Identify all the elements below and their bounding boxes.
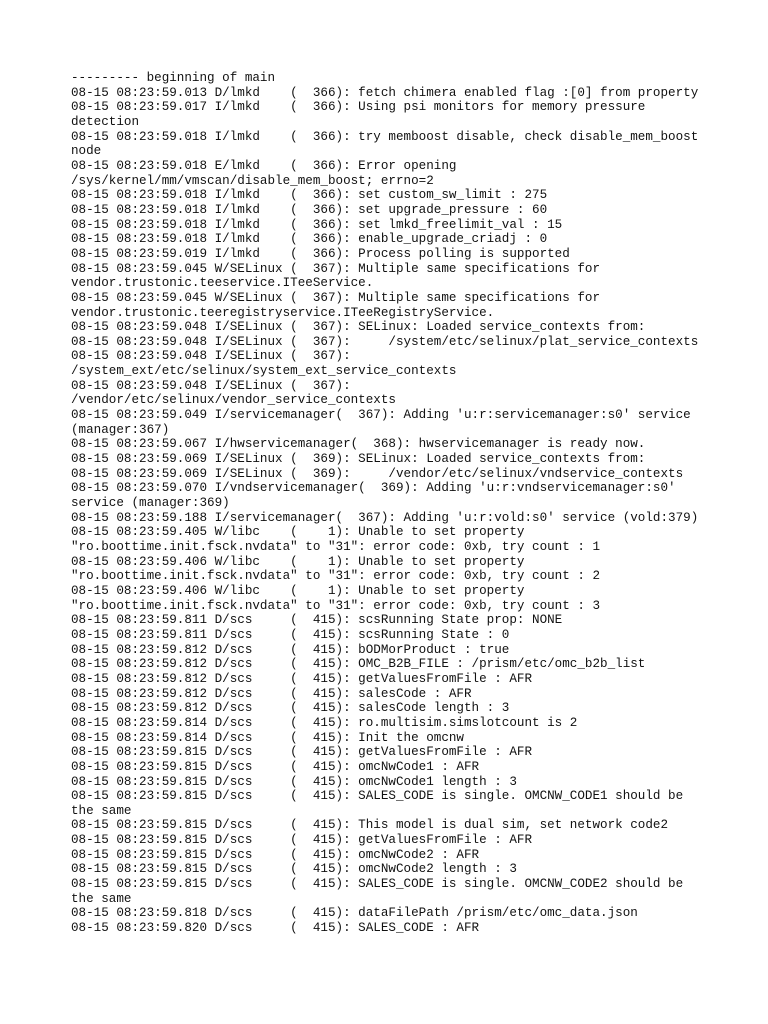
log-line: (manager:367) — [71, 422, 170, 437]
log-line: 08-15 08:23:59.048 I/SELinux ( 367): SELinux: Loaded service_contexts from: — [71, 320, 646, 335]
log-line: 08-15 08:23:59.814 D/scs ( 415): Init the omcnw — [71, 730, 464, 745]
log-line: 08-15 08:23:59.048 I/SELinux ( 367): — [71, 378, 351, 393]
log-line: 08-15 08:23:59.815 D/scs ( 415): omcNwCode1 length : 3 — [71, 774, 517, 789]
log-line: 08-15 08:23:59.812 D/scs ( 415): OMC_B2B_FILE : /prism/etc/omc_b2b_list — [71, 657, 646, 672]
log-line: "ro.boottime.init.fsck.nvdata" to "31": error code: 0xb, try count : 3 — [71, 598, 601, 613]
log-line: 08-15 08:23:59.405 W/libc ( 1): Unable to set property — [71, 525, 525, 540]
log-line: 08-15 08:23:59.018 I/lmkd ( 366): set lmkd_freelimit_val : 15 — [71, 217, 563, 232]
log-line: 08-15 08:23:59.812 D/scs ( 415): salesCode : AFR — [71, 686, 472, 701]
log-line: node — [71, 144, 102, 159]
log-line: 08-15 08:23:59.188 I/servicemanager( 367): Adding 'u:r:vold:s0' service (vold:379) — [71, 510, 699, 525]
log-line: 08-15 08:23:59.069 I/SELinux ( 369): SELinux: Loaded service_contexts from: — [71, 452, 646, 467]
log-line: 08-15 08:23:59.815 D/scs ( 415): omcNwCode2 length : 3 — [71, 862, 517, 877]
log-line: 08-15 08:23:59.048 I/SELinux ( 367): — [71, 349, 351, 364]
log-line: 08-15 08:23:59.406 W/libc ( 1): Unable to set property — [71, 554, 525, 569]
log-line: 08-15 08:23:59.406 W/libc ( 1): Unable to set property — [71, 583, 525, 598]
log-line: 08-15 08:23:59.812 D/scs ( 415): bODMorProduct : true — [71, 642, 510, 657]
log-line: 08-15 08:23:59.045 W/SELinux ( 367): Multiple same specifications for — [71, 261, 601, 276]
log-line: 08-15 08:23:59.070 I/vndservicemanager( 369): Adding 'u:r:vndservicemanager:s0' — [71, 481, 676, 496]
log-line: /vendor/etc/selinux/vendor_service_contexts — [71, 393, 396, 408]
log-line: 08-15 08:23:59.048 I/SELinux ( 367): /system/etc/selinux/plat_service_contexts — [71, 334, 699, 349]
log-line: service (manager:369) — [71, 496, 230, 511]
log-line: 08-15 08:23:59.815 D/scs ( 415): omcNwCode2 : AFR — [71, 847, 480, 862]
log-line: /system_ext/etc/selinux/system_ext_service_contexts — [71, 364, 457, 379]
log-line: the same — [71, 803, 132, 818]
log-line: vendor.trustonic.teeregistryservice.ITeeRegistryService. — [71, 305, 495, 320]
log-line: 08-15 08:23:59.814 D/scs ( 415): ro.multisim.simslotcount is 2 — [71, 715, 578, 730]
log-line: 08-15 08:23:59.045 W/SELinux ( 367): Multiple same specifications for — [71, 290, 601, 305]
log-text-block — [71, 71, 711, 936]
log-line: 08-15 08:23:59.815 D/scs ( 415): SALES_CODE is single. OMCNW_CODE2 should be — [71, 877, 684, 892]
log-line: 08-15 08:23:59.811 D/scs ( 415): scsRunning State : 0 — [71, 627, 510, 642]
log-line: 08-15 08:23:59.018 I/lmkd ( 366): set upgrade_pressure : 60 — [71, 202, 548, 217]
log-line: 08-15 08:23:59.815 D/scs ( 415): This model is dual sim, set network code2 — [71, 818, 669, 833]
log-line: 08-15 08:23:59.019 I/lmkd ( 366): Process polling is supported — [71, 246, 570, 261]
log-line: 08-15 08:23:59.820 D/scs ( 415): SALES_CODE : AFR — [71, 921, 480, 936]
log-line: 08-15 08:23:59.067 I/hwservicemanager( 368): hwservicemanager is ready now. — [71, 437, 646, 452]
log-line: 08-15 08:23:59.049 I/servicemanager( 367): Adding 'u:r:servicemanager:s0' service — [71, 408, 691, 423]
log-line: 08-15 08:23:59.069 I/SELinux ( 369): /vendor/etc/selinux/vndservice_contexts — [71, 466, 684, 481]
log-line: 08-15 08:23:59.815 D/scs ( 415): getValuesFromFile : AFR — [71, 745, 533, 760]
log-line: 08-15 08:23:59.018 E/lmkd ( 366): Error opening — [71, 158, 457, 173]
log-line: 08-15 08:23:59.812 D/scs ( 415): salesCode length : 3 — [71, 701, 510, 716]
log-line: --------- beginning of main — [71, 71, 276, 85]
log-line: 08-15 08:23:59.018 I/lmkd ( 366): set custom_sw_limit : 275 — [71, 188, 548, 203]
log-line: 08-15 08:23:59.815 D/scs ( 415): getValuesFromFile : AFR — [71, 833, 533, 848]
log-line: 08-15 08:23:59.811 D/scs ( 415): scsRunning State prop: NONE — [71, 613, 563, 628]
log-line: the same — [71, 891, 132, 906]
log-line: 08-15 08:23:59.815 D/scs ( 415): omcNwCode1 : AFR — [71, 759, 480, 774]
log-line: "ro.boottime.init.fsck.nvdata" to "31": error code: 0xb, try count : 2 — [71, 569, 601, 584]
log-line: 08-15 08:23:59.818 D/scs ( 415): dataFilePath /prism/etc/omc_data.json — [71, 906, 638, 921]
log-line: 08-15 08:23:59.018 I/lmkd ( 366): enable_upgrade_criadj : 0 — [71, 232, 548, 247]
log-line: 08-15 08:23:59.013 D/lmkd ( 366): fetch chimera enabled flag :[0] from property — [71, 85, 699, 100]
log-line: detection — [71, 114, 140, 129]
log-line: 08-15 08:23:59.812 D/scs ( 415): getValuesFromFile : AFR — [71, 671, 533, 686]
log-line: 08-15 08:23:59.017 I/lmkd ( 366): Using psi monitors for memory pressure — [71, 100, 646, 115]
log-line: /sys/kernel/mm/vmscan/disable_mem_boost; errno=2 — [71, 173, 434, 188]
log-line: "ro.boottime.init.fsck.nvdata" to "31": error code: 0xb, try count : 1 — [71, 540, 601, 554]
log-line: 08-15 08:23:59.018 I/lmkd ( 366): try memboost disable, check disable_mem_boost — [71, 129, 699, 144]
log-line: vendor.trustonic.teeservice.ITeeService. — [71, 276, 374, 291]
log-line: 08-15 08:23:59.815 D/scs ( 415): SALES_CODE is single. OMCNW_CODE1 should be — [71, 789, 684, 804]
